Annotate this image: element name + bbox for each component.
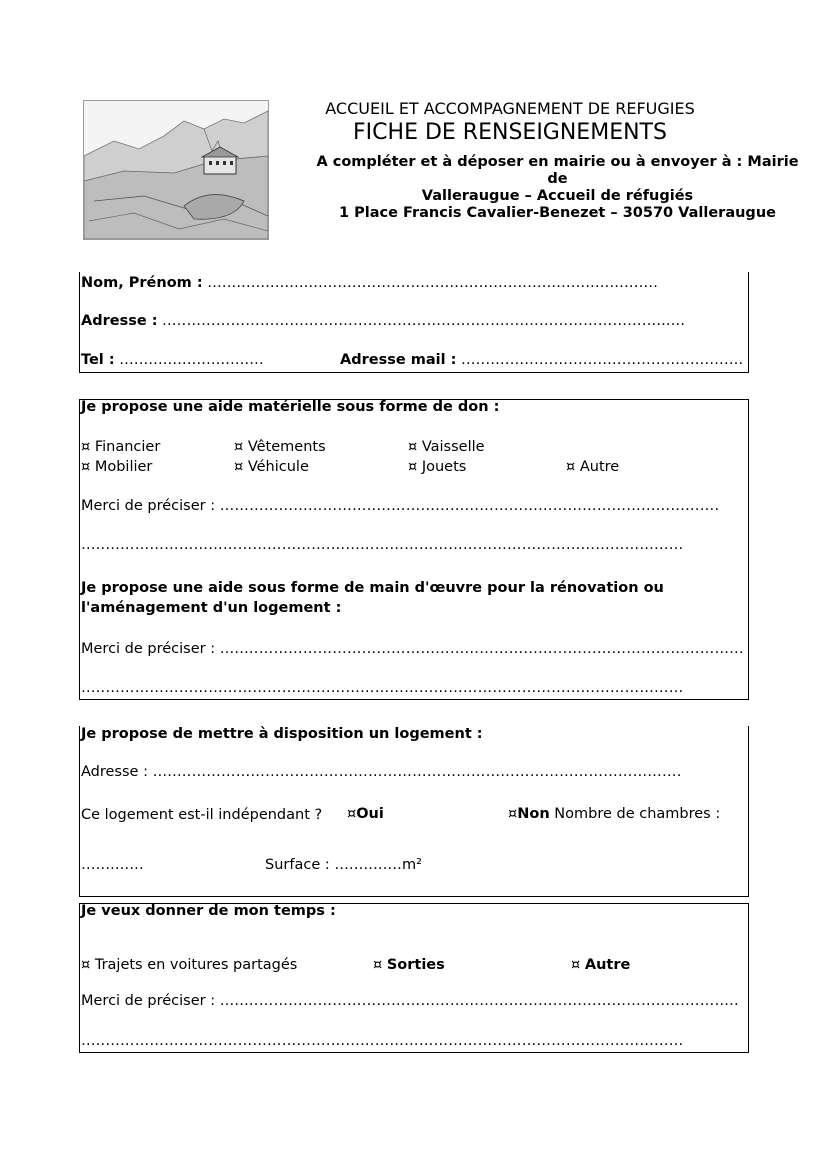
- housing-title: Je propose de mettre à disposition un logement :: [81, 726, 483, 742]
- surface-unit: m²: [401, 857, 422, 873]
- material-extra-line[interactable]: …..……………………………………….………………………………………………………………: [81, 537, 684, 553]
- address-row[interactable]: [81, 313, 685, 329]
- outings-checkbox-icon[interactable]: ¤: [373, 957, 383, 973]
- other-label: Autre: [584, 957, 631, 973]
- option-jouets[interactable]: ¤ Jouets: [408, 459, 467, 475]
- tel-label: Tel :: [81, 352, 115, 368]
- labour-title-line-1: Je propose une aide sous forme de main d'œuvre pour la rénovation ou: [81, 580, 664, 596]
- other-checkbox-icon[interactable]: ¤: [571, 957, 581, 973]
- surface-label: Surface :: [265, 857, 330, 873]
- option-carpool[interactable]: [81, 957, 297, 973]
- rooms-field[interactable]: …..........: [81, 857, 144, 873]
- independent-question: Ce logement est-il indépendant ?: [81, 807, 323, 823]
- rooms-label: Nombre de chambres :: [554, 806, 721, 822]
- option-autre[interactable]: ¤ Autre: [566, 459, 620, 475]
- labour-title-line-2: l'aménagement d'un logement :: [81, 600, 342, 616]
- email-row[interactable]: [340, 352, 744, 368]
- time-specify-field[interactable]: …..………………………………………………………………………………………..: [219, 993, 739, 1009]
- instruction-line-1: A compléter et à déposer en mairie ou à envoyer à : Mairie de: [316, 154, 799, 187]
- instruction-line-3: 1 Place Francis Cavalier-Benezet – 30570 Valleraugue: [339, 205, 776, 221]
- instruction-line-2: Valleraugue – Accueil de réfugiés: [421, 188, 694, 204]
- material-specify-row[interactable]: [81, 498, 719, 514]
- housing-address-field[interactable]: …..………………………………………………………………………………………….: [152, 764, 682, 780]
- time-extra-line[interactable]: …..……………………………………….………………………………………………………………: [81, 1033, 684, 1049]
- header-organization: ACCUEIL ET ACCOMPAGNEMENT DE REFUGIES: [325, 99, 695, 118]
- labour-specify-row[interactable]: [81, 641, 744, 657]
- address-label: Adresse :: [81, 313, 158, 329]
- labour-extra-line[interactable]: …..……………………………………….………………………………………………………………: [81, 680, 684, 696]
- address-field[interactable]: ..…………………………….……………………….……….…………………….........: [162, 313, 686, 329]
- page-title: FICHE DE RENSEIGNEMENTS: [353, 120, 667, 145]
- option-outings[interactable]: [373, 957, 445, 973]
- housing-address-row[interactable]: [81, 764, 682, 780]
- name-field[interactable]: ….........................….…….…...….….…...…....…....….......…..…..: [207, 275, 659, 291]
- no-label: Non: [517, 806, 550, 822]
- tel-field[interactable]: …...........................: [119, 352, 264, 368]
- time-title: Je veux donner de mon temps :: [81, 903, 336, 919]
- surface-row[interactable]: [265, 857, 422, 873]
- yes-label: Oui: [356, 806, 384, 822]
- carpool-checkbox-icon[interactable]: ¤: [81, 957, 91, 973]
- labour-specify-field[interactable]: …..…………………………………………………………………………………………: [219, 641, 744, 657]
- option-vetements[interactable]: ¤ Vêtements: [234, 439, 326, 455]
- yes-checkbox-icon[interactable]: ¤: [347, 806, 357, 822]
- labour-specify-label: Merci de préciser :: [81, 641, 216, 657]
- outings-label: Sorties: [386, 957, 445, 973]
- independent-yes-option[interactable]: [347, 806, 384, 822]
- time-section: [79, 903, 749, 1053]
- independent-no-option[interactable]: [508, 806, 720, 822]
- name-row[interactable]: [81, 275, 658, 291]
- no-checkbox-icon[interactable]: ¤: [508, 806, 518, 822]
- time-specify-row[interactable]: [81, 993, 739, 1009]
- option-other-time[interactable]: [571, 957, 630, 973]
- option-financier[interactable]: ¤ Financier: [81, 439, 161, 455]
- time-specify-label: Merci de préciser :: [81, 993, 216, 1009]
- option-mobilier[interactable]: ¤ Mobilier: [81, 459, 153, 475]
- name-label: Nom, Prénom :: [81, 275, 203, 291]
- surface-field[interactable]: …...........: [334, 857, 402, 873]
- housing-address-label: Adresse :: [81, 764, 148, 780]
- email-label: Adresse mail :: [340, 352, 457, 368]
- material-specify-label: Merci de préciser :: [81, 498, 216, 514]
- email-field[interactable]: …..…..…..….….…..…..….…..….…..….…: [461, 352, 744, 368]
- material-specify-field[interactable]: …………………………..…………………………………………………………….: [219, 498, 720, 514]
- mountain-refuge-illustration: [83, 100, 269, 240]
- option-vaisselle[interactable]: ¤ Vaisselle: [408, 439, 485, 455]
- option-vehicule[interactable]: ¤ Véhicule: [234, 459, 309, 475]
- header-instructions: [305, 154, 810, 222]
- carpool-label: Trajets en voitures partagés: [94, 957, 298, 973]
- tel-row[interactable]: [81, 352, 264, 368]
- material-aid-title: Je propose une aide matérielle sous forme de don :: [81, 399, 500, 415]
